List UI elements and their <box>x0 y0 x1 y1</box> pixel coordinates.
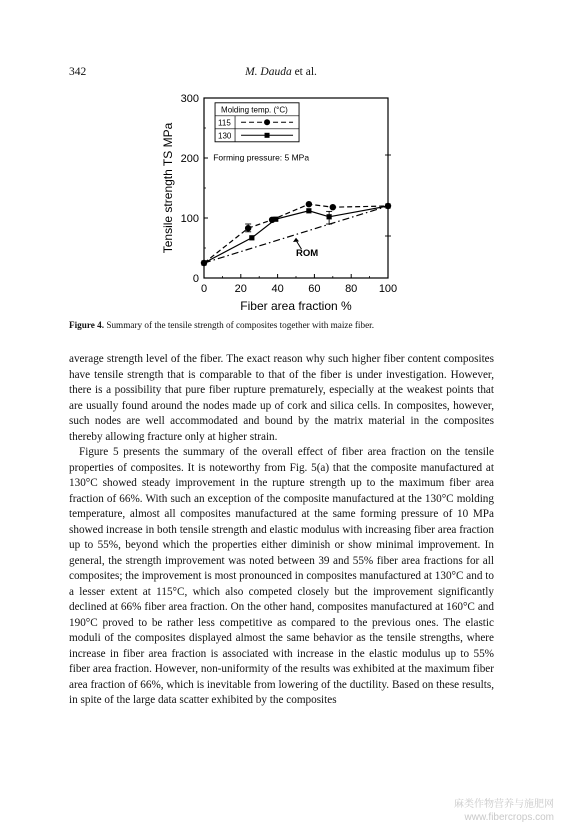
page-number: 342 <box>69 66 87 78</box>
page-header <box>0 66 562 82</box>
tensile-strength-chart <box>150 88 420 320</box>
x-tick-label: 100 <box>378 283 398 295</box>
legend-marker-130 <box>265 133 270 138</box>
data-point-130 <box>249 235 254 240</box>
y-tick-label: 200 <box>180 153 199 165</box>
figure-caption <box>69 320 499 330</box>
watermark-line-1: 麻类作物营养与施肥网 <box>454 799 554 810</box>
caption-text: Summary of the tensile strength of composites together with maize fiber. <box>104 320 374 330</box>
data-point-115 <box>306 201 312 207</box>
legend-entry-label: 115 <box>218 118 231 128</box>
x-axis-label: Fiber area fraction % <box>240 299 352 313</box>
data-point-130 <box>306 208 311 213</box>
y-tick-label: 100 <box>180 213 199 225</box>
paragraph-1: average strength level of the fiber. The exact reason why such higher fiber content composites have tensile strength that is comparable to that of the fiber is under investigation. However, there is a possibility that pure fiber rupture prematurely, especially at the weakest points that are usually found around the nodes made up of cork and silica cells. In composites, however, such nodes are well accommodated and bound by the matrix material in the composites thereby allowing fracture only at higher strain. <box>69 353 494 443</box>
x-tick-label: 40 <box>271 283 284 295</box>
x-tick-label: 20 <box>234 283 247 295</box>
x-tick-label: 80 <box>345 283 358 295</box>
legend-marker-115 <box>264 119 270 125</box>
legend-entry-label: 130 <box>218 131 232 141</box>
y-axis-label: Tensile strength TS MPa <box>161 122 175 254</box>
running-head-suffix: et al. <box>291 66 317 78</box>
data-point-130 <box>273 217 278 222</box>
x-tick-label: 60 <box>308 283 321 295</box>
article-body <box>69 352 494 709</box>
data-point-115 <box>330 204 336 210</box>
forming-pressure-annotation: Forming pressure: 5 MPa <box>213 152 310 163</box>
figure-4 <box>150 88 420 320</box>
paragraph-2: Figure 5 presents the summary of the overall effect of fiber area fraction on the tensile properties of composites. It is noteworthy from Fig. 5(a) that the composite manufactured at 130°C showed steady improvement in the rupture strength up to the maximum fiber area fraction of 66%. With such an exception of the composite manufactured at the 130°C molding temperature, almost all composites manufactured at the same forming pressure of 10 MPa showed increase in both tensile strength and elastic modulus with increasing fiber area fraction up to 55%, beyond which the properties either diminish or show minimal improvement. In general, the strength improvement was noted between 39 and 55% fiber area fractions for all composites; the improvement is most pronounced in composites manufactured at 130°C and to a lesser extent at 115°C, which also competed closely but the improvement significantly declined at 66% fiber area fraction. On the other hand, composites manufactured at 160°C and 190°C proved to be rather less competitive as compared to the previous ones. The elastic moduli of the composites displayed almost the same behavior as the tensile strengths, where increase in fiber area fraction is associated with increase in the elastic modulus up to 55% fiber area fraction. However, non-uniformity of the results was exhibited at the maximum fiber area fraction of 66%, which is inevitable from lowering of the ductility. Based on these results, in spite of the large data scatter exhibited by the composites <box>69 446 494 706</box>
caption-label: Figure 4. <box>69 320 105 330</box>
x-tick-label: 0 <box>200 283 208 295</box>
y-tick-label: 0 <box>192 273 199 285</box>
running-head-author: M. Dauda <box>245 66 292 78</box>
legend-title: Molding temp. (°C) <box>221 105 288 115</box>
watermark-line-2: www.fibercrops.com <box>464 812 554 823</box>
running-head <box>0 66 562 78</box>
y-tick-label: 300 <box>180 93 199 105</box>
site-watermark <box>454 798 554 824</box>
rom-arrow-head <box>293 238 299 242</box>
rom-label: ROM <box>295 247 319 259</box>
